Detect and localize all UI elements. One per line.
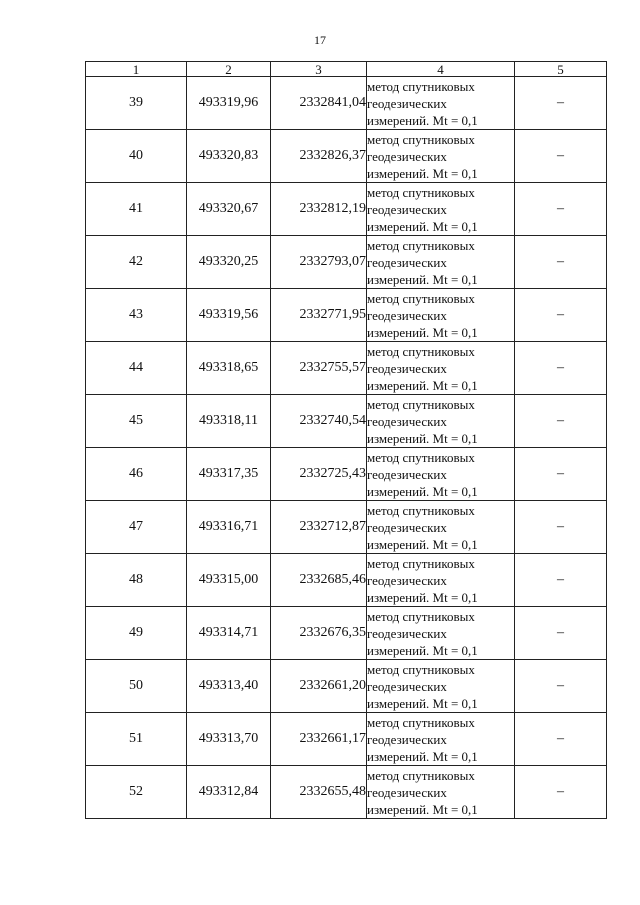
point-number-cell: 43 (86, 289, 187, 342)
method-line: геодезических (367, 148, 447, 164)
y-coordinate-cell: 2332655,48 (271, 766, 367, 819)
method-cell (367, 395, 515, 448)
method-cell (367, 554, 515, 607)
col5-cell (515, 342, 607, 395)
method-line: геодезических (367, 201, 447, 217)
method-line: измерений. Mt = 0,1 (367, 536, 478, 552)
x-coordinate-cell: 493316,71 (187, 501, 271, 554)
y-coordinate-cell: 2332712,87 (271, 501, 367, 554)
method-line: измерений. Mt = 0,1 (367, 695, 478, 711)
method-cell (367, 77, 515, 130)
method-line: геодезических (367, 519, 447, 535)
header-row (86, 62, 607, 77)
method-cell (367, 183, 515, 236)
dash-value: – (557, 466, 564, 481)
method-line: измерений. Mt = 0,1 (367, 483, 478, 499)
method-line: измерений. Mt = 0,1 (367, 377, 478, 393)
col5-cell (515, 77, 607, 130)
method-line: геодезических (367, 625, 447, 641)
header-col-4: 4 (367, 62, 515, 77)
x-coordinate-cell: 493317,35 (187, 448, 271, 501)
col5-cell (515, 554, 607, 607)
col5-cell (515, 501, 607, 554)
y-coordinate-cell: 2332826,37 (271, 130, 367, 183)
col5-cell (515, 130, 607, 183)
point-number-cell: 52 (86, 766, 187, 819)
dash-value: – (557, 572, 564, 587)
y-coordinate-cell: 2332771,95 (271, 289, 367, 342)
col5-cell (515, 183, 607, 236)
method-line: метод спутниковых (367, 502, 475, 518)
method-line: геодезических (367, 413, 447, 429)
method-line: измерений. Mt = 0,1 (367, 218, 478, 234)
table-row (86, 183, 607, 236)
point-number-cell: 51 (86, 713, 187, 766)
method-cell (367, 501, 515, 554)
method-line: метод спутниковых (367, 714, 475, 730)
coordinates-table (85, 61, 607, 819)
x-coordinate-cell: 493312,84 (187, 766, 271, 819)
method-cell (367, 342, 515, 395)
col5-cell (515, 289, 607, 342)
x-coordinate-cell: 493320,67 (187, 183, 271, 236)
method-line: геодезических (367, 572, 447, 588)
point-number-cell: 47 (86, 501, 187, 554)
x-coordinate-cell: 493318,11 (187, 395, 271, 448)
method-line: геодезических (367, 360, 447, 376)
method-cell (367, 289, 515, 342)
dash-value: – (557, 360, 564, 375)
dash-value: – (557, 625, 564, 640)
y-coordinate-cell: 2332755,57 (271, 342, 367, 395)
x-coordinate-cell: 493313,40 (187, 660, 271, 713)
method-line: метод спутниковых (367, 343, 475, 359)
table-row (86, 554, 607, 607)
col5-cell (515, 607, 607, 660)
method-line: метод спутниковых (367, 449, 475, 465)
col5-cell (515, 713, 607, 766)
dash-value: – (557, 731, 564, 746)
x-coordinate-cell: 493315,00 (187, 554, 271, 607)
page-number: 17 (314, 33, 326, 47)
method-cell (367, 130, 515, 183)
header-col-2: 2 (187, 62, 271, 77)
method-line: измерений. Mt = 0,1 (367, 589, 478, 605)
col5-cell (515, 448, 607, 501)
method-line: метод спутниковых (367, 661, 475, 677)
table-row (86, 607, 607, 660)
method-line: метод спутниковых (367, 184, 475, 200)
point-number-cell: 39 (86, 77, 187, 130)
dash-value: – (557, 148, 564, 163)
method-line: геодезических (367, 307, 447, 323)
y-coordinate-cell: 2332661,20 (271, 660, 367, 713)
dash-value: – (557, 307, 564, 322)
method-line: измерений. Mt = 0,1 (367, 801, 478, 817)
method-line: метод спутниковых (367, 290, 475, 306)
dash-value: – (557, 413, 564, 428)
table-row (86, 501, 607, 554)
header-col-5: 5 (515, 62, 607, 77)
method-line: метод спутниковых (367, 767, 475, 783)
dash-value: – (557, 678, 564, 693)
table-row (86, 289, 607, 342)
y-coordinate-cell: 2332841,04 (271, 77, 367, 130)
dash-value: – (557, 254, 564, 269)
method-line: геодезических (367, 784, 447, 800)
dash-value: – (557, 519, 564, 534)
method-line: измерений. Mt = 0,1 (367, 112, 478, 128)
y-coordinate-cell: 2332685,46 (271, 554, 367, 607)
y-coordinate-cell: 2332812,19 (271, 183, 367, 236)
header-col-1: 1 (86, 62, 187, 77)
y-coordinate-cell: 2332793,07 (271, 236, 367, 289)
table-row (86, 660, 607, 713)
col5-cell (515, 236, 607, 289)
x-coordinate-cell: 493320,83 (187, 130, 271, 183)
point-number-cell: 49 (86, 607, 187, 660)
x-coordinate-cell: 493320,25 (187, 236, 271, 289)
point-number-cell: 44 (86, 342, 187, 395)
table-row (86, 766, 607, 819)
point-number-cell: 46 (86, 448, 187, 501)
method-line: геодезических (367, 254, 447, 270)
col5-cell (515, 766, 607, 819)
point-number-cell: 40 (86, 130, 187, 183)
y-coordinate-cell: 2332725,43 (271, 448, 367, 501)
dash-value: – (557, 201, 564, 216)
dash-value: – (557, 95, 564, 110)
dash-value: – (557, 784, 564, 799)
point-number-cell: 41 (86, 183, 187, 236)
method-line: метод спутниковых (367, 78, 475, 94)
method-cell (367, 448, 515, 501)
method-line: метод спутниковых (367, 396, 475, 412)
method-line: измерений. Mt = 0,1 (367, 642, 478, 658)
method-cell (367, 660, 515, 713)
table-row (86, 395, 607, 448)
method-line: геодезических (367, 95, 447, 111)
method-line: метод спутниковых (367, 131, 475, 147)
method-line: геодезических (367, 678, 447, 694)
table-row (86, 342, 607, 395)
point-number-cell: 50 (86, 660, 187, 713)
method-cell (367, 766, 515, 819)
method-line: измерений. Mt = 0,1 (367, 430, 478, 446)
x-coordinate-cell: 493313,70 (187, 713, 271, 766)
table-row (86, 236, 607, 289)
y-coordinate-cell: 2332676,35 (271, 607, 367, 660)
method-cell (367, 607, 515, 660)
x-coordinate-cell: 493314,71 (187, 607, 271, 660)
method-cell (367, 236, 515, 289)
table-row (86, 77, 607, 130)
method-cell (367, 713, 515, 766)
point-number-cell: 42 (86, 236, 187, 289)
method-line: метод спутниковых (367, 237, 475, 253)
x-coordinate-cell: 493319,96 (187, 77, 271, 130)
method-line: метод спутниковых (367, 608, 475, 624)
method-line: геодезических (367, 466, 447, 482)
method-line: измерений. Mt = 0,1 (367, 748, 478, 764)
table-row (86, 130, 607, 183)
method-line: измерений. Mt = 0,1 (367, 165, 478, 181)
table-row (86, 448, 607, 501)
header-col-3: 3 (271, 62, 367, 77)
point-number-cell: 45 (86, 395, 187, 448)
col5-cell (515, 660, 607, 713)
x-coordinate-cell: 493319,56 (187, 289, 271, 342)
method-line: метод спутниковых (367, 555, 475, 571)
method-line: измерений. Mt = 0,1 (367, 271, 478, 287)
x-coordinate-cell: 493318,65 (187, 342, 271, 395)
y-coordinate-cell: 2332740,54 (271, 395, 367, 448)
table-row (86, 713, 607, 766)
method-line: измерений. Mt = 0,1 (367, 324, 478, 340)
point-number-cell: 48 (86, 554, 187, 607)
method-line: геодезических (367, 731, 447, 747)
col5-cell (515, 395, 607, 448)
y-coordinate-cell: 2332661,17 (271, 713, 367, 766)
table-body (86, 77, 607, 819)
